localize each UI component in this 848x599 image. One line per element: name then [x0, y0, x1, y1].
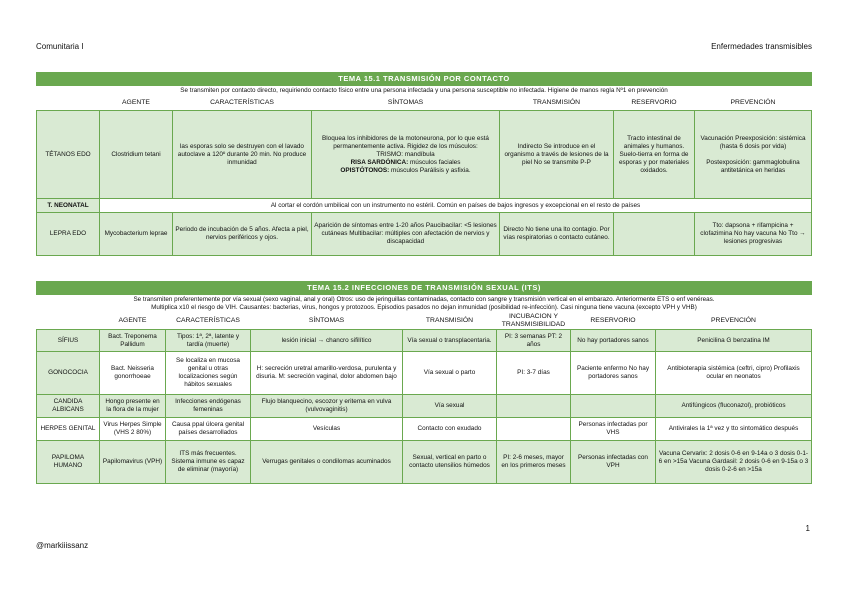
features-cell: Periodo de incubación de 5 años. Afecta a piel, nervios periféricos y ojos. [173, 213, 312, 256]
opis-label: OPISTÓTONOS: [340, 166, 390, 174]
incubation-cell: PI: 3-7 días [497, 352, 571, 395]
prevention-cell: Penicilina G benzatina IM [656, 330, 812, 352]
prevention-cell [695, 111, 812, 199]
neonatal-text: Al cortar el cordón umbilical con un instrumento no estéril. Común en países de bajos ingresos y excepcional en el resto de países [100, 199, 812, 213]
section2-title: TEMA 15.2 INFECCIONES DE TRANSMISIÓN SEXUAL (ITS) [37, 282, 812, 295]
incubation-cell [497, 418, 571, 441]
col-prevencion: PREVENCIÓN [711, 317, 756, 324]
section2-intro-1: Se transmiten preferentemente por vía sexual (sexo vaginal, anal y oral) Otros: uso de jeringuillas contaminadas, contacto con sangre y transmisión vertical en el embarazo. Anteriormente ETS o enf venéreas. [133, 296, 715, 303]
header-topic: Enfermedades transmisibles [711, 42, 812, 51]
section2-intro [37, 295, 812, 314]
prevention-cell: Antivirales la 1ª vez y tto sintomático después [656, 418, 812, 441]
disease-name: TÉTANOS EDO [37, 111, 100, 199]
sti-table [36, 281, 812, 484]
col-transmision: TRANSMISIÓN [425, 317, 474, 324]
transmission-cell: Contacto con exudado [403, 418, 497, 441]
disease-name: LEPRA EDO [37, 213, 100, 256]
features-cell: ITS más frecuentes. Sistema inmune es capaz de eliminar (mayoría) [166, 441, 251, 484]
reservoir-cell: Personas infectadas con VPH [571, 441, 656, 484]
page-number: 1 [805, 524, 810, 533]
trismo-label: TRISMO: [376, 150, 403, 158]
header-subject: Comunitaria I [36, 42, 84, 51]
incubation-cell: PI: 3 semanas PT: 2 años [497, 330, 571, 352]
agent-cell: Papilomavirus (VPH) [100, 441, 166, 484]
col-agente: AGENTE [122, 99, 150, 106]
agent-cell: Hongo presente en la flora de la mujer [100, 395, 166, 418]
col-prevencion: PREVENCIÓN [730, 99, 776, 106]
reservoir-cell: Tracto intestinal de animales y humanos. Suelo-tierra en forma de esporas y por materiales oxidados. [614, 111, 695, 199]
prevention-text-1: Vacunación Preexposición: sistémica (hasta 6 dosis por vida) [700, 134, 806, 150]
transmission-cell: Vía sexual o transplacentaria. [403, 330, 497, 352]
transmission-cell: Directo No tiene una lto contagio. Por vías respiratorias o contacto cutáneo. [500, 213, 614, 256]
agent-cell: Clostridium tetani [100, 111, 173, 199]
disease-name: SÍFIUS [37, 330, 100, 352]
reservoir-cell [614, 213, 695, 256]
disease-name: HERPES GENITAL [37, 418, 100, 441]
section2-intro-2: Multiplica x10 el riesgo de VIH. Causantes: bacterias, virus, hongos y protozoos. Episodios pasados no dejan inmunidad (posibilidad re-infección). Casi ninguna tiene vacuna (excepto VPH y VHB) [151, 304, 697, 311]
col-caracteristicas: CARACTERÍSTICAS [176, 317, 240, 324]
table-row [37, 330, 812, 352]
disease-name: GONOCOCIA [37, 352, 100, 395]
table-row [37, 418, 812, 441]
section1-title: TEMA 15.1 TRANSMISIÓN POR CONTACTO [37, 73, 812, 86]
table-row [37, 213, 812, 256]
col-transmision: TRANSMISIÓN [532, 99, 581, 106]
features-cell: Se localiza en mucosa genital u otras localizaciones según hábitos sexuales [166, 352, 251, 395]
incubation-cell [497, 395, 571, 418]
col-sintomas: SÍNTOMAS [387, 99, 424, 106]
features-cell: las esporas solo se destruyen con el lavado autoclave a 120º durante 20 min. No produce inmunidad [173, 111, 312, 199]
symptoms-cell: H: secreción uretral amarillo-verdosa, purulenta y disuria. M: secreción vaginal, dolor abdomen bajo [251, 352, 403, 395]
table-row [37, 441, 812, 484]
symptoms-cell: Verrugas genitales o condilomas acuminados [251, 441, 403, 484]
prevention-cell: Antibioterapia sistémica (ceftri, cipro) Profilaxis ocular en neonatos [656, 352, 812, 395]
symptoms-cell: lesión inicial → chancro sifilítico [251, 330, 403, 352]
contact-transmission-table [36, 72, 812, 256]
prevention-text-2: Postexposición: gammaglobulina antitetánica en heridas [706, 158, 800, 174]
section1-intro: Se transmiten por contacto directo, requiriendo contacto físico entre una persona infectada y una persona susceptible no infectada. Higiene de manos regla Nº1 en prevención [180, 87, 668, 94]
features-cell: Infecciones endógenas femeninas [166, 395, 251, 418]
disease-name: CANDIDA ALBICANS [37, 395, 100, 418]
table-row [37, 352, 812, 395]
author-handle: @markiiissanz [36, 541, 89, 550]
col-agente: AGENTE [118, 317, 147, 324]
agent-cell: Bact. Treponema Pallidum [100, 330, 166, 352]
symptoms-cell: Aparición de síntomas entre 1-20 años Paucibacilar: <5 lesiones cutáneas Multibacilar: múltiples con afectación de nervios y discapacidad [312, 213, 500, 256]
agent-cell: Virus Herpes Simple (VHS 2 80%) [100, 418, 166, 441]
features-cell: Tipos: 1ª, 2ª, latente y tardía (muerte) [166, 330, 251, 352]
symptoms-cell [312, 111, 500, 199]
prevention-cell: Tto: dapsona + rifampicina + clofazimina No hay vacuna No Tto → lesiones progresivas [695, 213, 812, 256]
opis-text: músculos Parálisis y asfixia. [389, 166, 471, 174]
col-reservorio: RESERVORIO [631, 99, 677, 106]
symptoms-cell: Flujo blanquecino, escozor y eritema en vulva (vulvovaginitis) [251, 395, 403, 418]
disease-name: PAPILOMA HUMANO [37, 441, 100, 484]
transmission-cell: Sexual, vertical en parto o contacto utensilios húmedos [403, 441, 497, 484]
col-sintomas: SÍNTOMAS [308, 317, 345, 324]
reservoir-cell [571, 395, 656, 418]
reservoir-cell: Paciente enfermo No hay portadores sanos [571, 352, 656, 395]
agent-cell: Mycobacterium leprae [100, 213, 173, 256]
table-row [37, 395, 812, 418]
table-row [37, 111, 812, 199]
symptoms-cell: Vesículas [251, 418, 403, 441]
risa-text: músculos faciales [408, 158, 461, 166]
prevention-cell: Antifúngicos (fluconazol), probióticos [656, 395, 812, 418]
features-cell: Causa ppal úlcera genital países desarrollados [166, 418, 251, 441]
risa-label: RISA SARDÓNICA: [350, 158, 409, 166]
trismo-text: mandíbula [403, 150, 435, 158]
incubation-cell: PI: 2-6 meses, mayor en los primeros meses [497, 441, 571, 484]
transmission-cell: Indirecto Se introduce en el organismo a través de lesiones de la piel No se transmite P-P [500, 111, 614, 199]
col-incubacion: INCUBACION Y TRANSMISIBILIDAD [501, 313, 566, 328]
symptoms-text: Bloquea los inhibidores de la motoneurona, por lo que está permanentemente activa. Rigidez de los músculos: [322, 134, 489, 150]
disease-name: T. NEONATAL [37, 199, 100, 213]
col-reservorio: RESERVORIO [590, 317, 636, 324]
reservoir-cell: No hay portadores sanos [571, 330, 656, 352]
col-caracteristicas: CARACTERÍSTICAS [210, 99, 274, 106]
reservoir-cell: Personas infectadas por VHS [571, 418, 656, 441]
transmission-cell: Vía sexual [403, 395, 497, 418]
table-row [37, 199, 812, 213]
agent-cell: Bact. Neisseria gonorrhoeae [100, 352, 166, 395]
transmission-cell: Vía sexual o parto [403, 352, 497, 395]
prevention-cell: Vacuna Cervarix: 2 dosis 0-6 en 9-14a o 3 dosis 0-1-6 en >15a Vacuna Gardasil: 2 dosis 0-6 en 9-15a o 3 dosis 0-2-6 en >15a [656, 441, 812, 484]
